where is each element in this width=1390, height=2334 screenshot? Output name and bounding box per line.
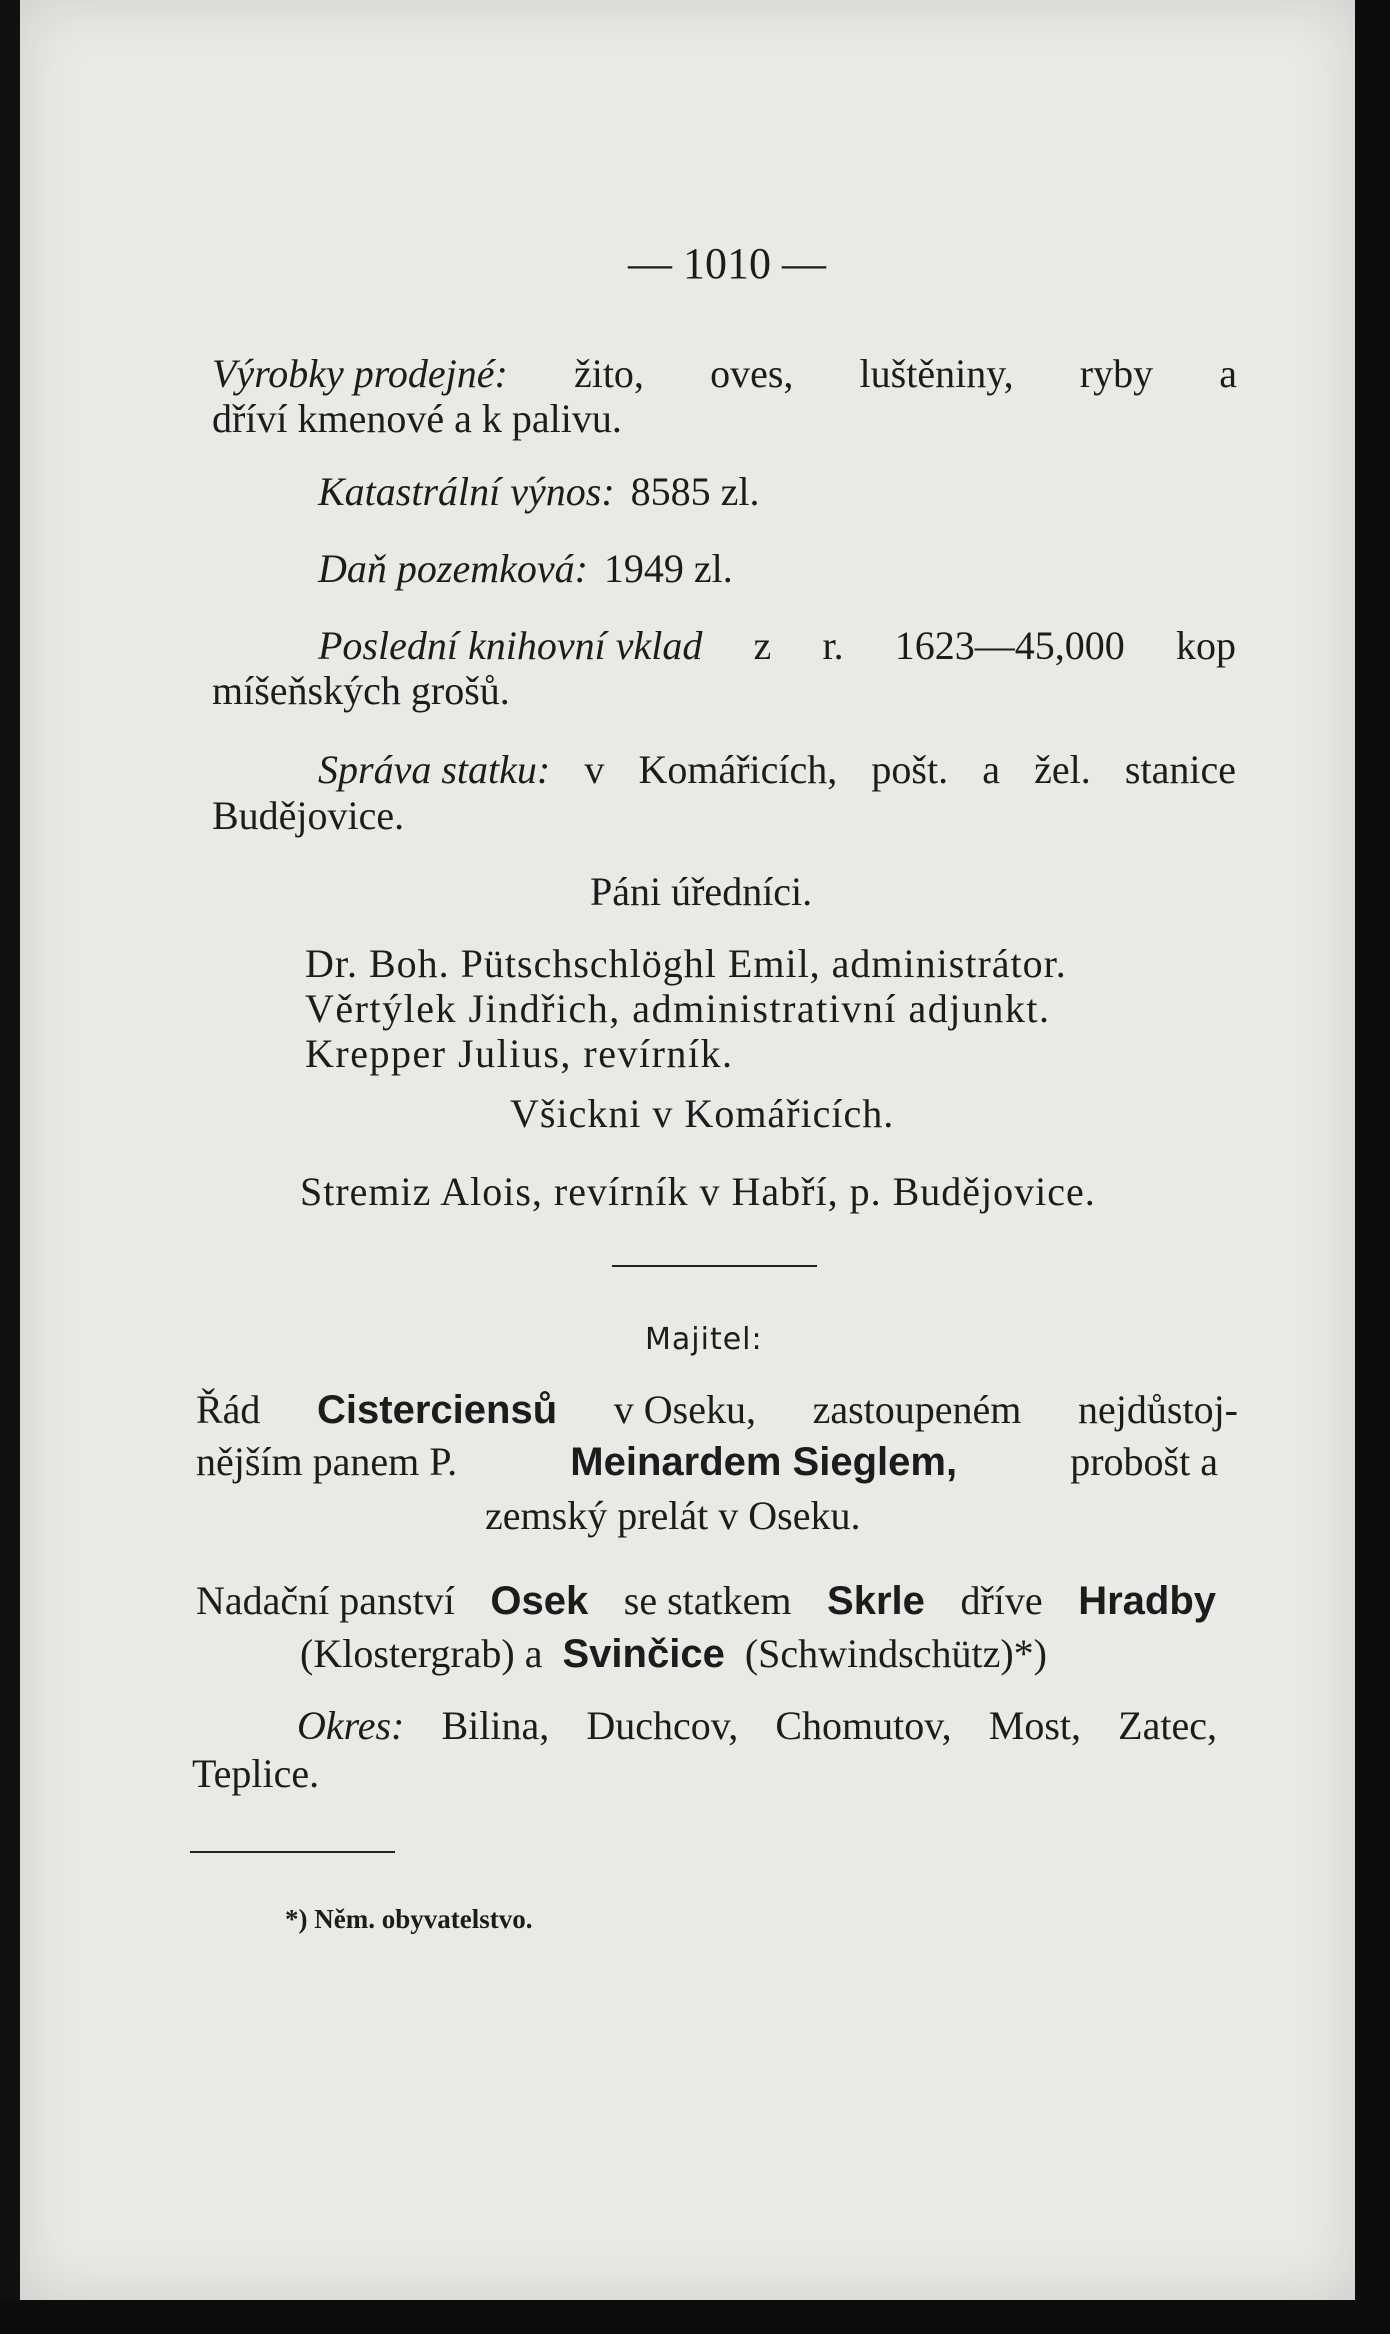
owner-text: probošt a [1070, 1439, 1218, 1484]
administration-word: pošt. [871, 747, 949, 792]
produce-word: a [1219, 351, 1237, 396]
section-divider [612, 1265, 817, 1267]
administration-word: stanice [1124, 747, 1236, 792]
forester: Stremiz Alois, revírník v Habří, p. Budějovice. [300, 1169, 1096, 1214]
all-in: Všickni v Komářicích. [510, 1091, 895, 1136]
district-word: Bilina, [441, 1703, 550, 1748]
administration-line-2: Budějovice. [212, 793, 405, 838]
last-deposit-line-2: míšeňských grošů. [212, 668, 510, 713]
district-line-2: Teplice. [192, 1751, 320, 1796]
owner-line-1 [196, 1386, 1238, 1434]
foundation-text: dříve [960, 1578, 1043, 1623]
footnote-divider [190, 1851, 395, 1853]
district-line-1 [297, 1702, 1217, 1750]
foundation-name-svincice: Svinčice [562, 1632, 725, 1676]
foundation-line-2 [300, 1630, 1047, 1678]
administration-word: Komářicích, [638, 747, 838, 792]
last-deposit-word: r. [822, 623, 844, 668]
foundation-text: Nadační panství [196, 1578, 455, 1623]
owner-line-3: zemský prelát v Oseku. [485, 1493, 861, 1538]
produce-line-2: dříví kmenové a k palivu. [212, 396, 622, 441]
land-tax-label: Daň pozemková: [318, 546, 588, 591]
official-2: Věrtýlek Jindřich, administrativní adjunkt. [305, 986, 1051, 1031]
page-number: — 1010 — [628, 239, 826, 288]
administration-word: v [584, 747, 605, 792]
produce-word: ryby [1079, 351, 1154, 396]
last-deposit-line-1 [318, 622, 1236, 670]
owner-heading: Majitel: [645, 1322, 763, 1357]
last-deposit-word: kop [1175, 623, 1236, 668]
district-word: Most, [988, 1703, 1082, 1748]
owner-order-name: Cisterciensů [317, 1388, 558, 1432]
produce-label: Výrobky prodejné: [212, 351, 508, 396]
owner-word: v Oseku, [613, 1387, 756, 1432]
scan-edge-right [1355, 0, 1390, 2334]
administration-word: a [982, 747, 1001, 792]
last-deposit-word: 1623—45,000 [894, 623, 1125, 668]
last-deposit-label: Poslední knihovní vklad [318, 623, 703, 668]
district-word: Duchcov, [586, 1703, 739, 1748]
produce-word: žito, [573, 351, 644, 396]
land-tax [318, 545, 733, 593]
owner-word: Řád [196, 1387, 261, 1432]
footnote: *) Něm. obyvatelstvo. [285, 1904, 533, 1934]
foundation-text: se statkem [623, 1578, 792, 1623]
owner-representative-name: Meinardem Sieglem, [570, 1440, 958, 1484]
foundation-text: (Schwindschütz)*) [744, 1631, 1047, 1676]
officials-heading: Páni úředníci. [590, 869, 813, 914]
scan-edge-bottom [0, 2300, 1390, 2334]
cadastral-value: 8585 zl. [630, 469, 760, 514]
owner-line-2 [196, 1438, 1218, 1486]
produce-word: luštěniny, [859, 351, 1014, 396]
administration-word: žel. [1034, 747, 1091, 792]
foundation-line-1 [196, 1577, 1216, 1625]
foundation-name-osek: Osek [490, 1579, 589, 1623]
district-word: Chomutov, [775, 1703, 952, 1748]
page [20, 0, 1355, 2300]
district-label: Okres: [297, 1703, 405, 1748]
produce-word: oves, [710, 351, 794, 396]
land-tax-value: 1949 zl. [603, 546, 733, 591]
administration-line-1 [318, 746, 1236, 794]
foundation-name-hradby: Hradby [1078, 1579, 1216, 1623]
foundation-text: (Klostergrab) a [300, 1631, 543, 1676]
foundation-name-skrle: Skrle [827, 1579, 925, 1623]
owner-word: zastoupeném [812, 1387, 1022, 1432]
owner-text: nějším panem P. [196, 1439, 458, 1484]
produce-line-1 [212, 350, 1237, 398]
official-3: Krepper Julius, revírník. [305, 1031, 734, 1076]
official-1: Dr. Boh. Pütschschlöghl Emil, administrátor. [305, 941, 1067, 986]
last-deposit-word: z [753, 623, 772, 668]
owner-word: nejdůstoj- [1078, 1387, 1238, 1432]
cadastral-label: Katastrální výnos: [318, 469, 615, 514]
cadastral-yield [318, 468, 760, 516]
district-word: Zatec, [1118, 1703, 1217, 1748]
administration-label: Správa statku: [318, 747, 551, 792]
